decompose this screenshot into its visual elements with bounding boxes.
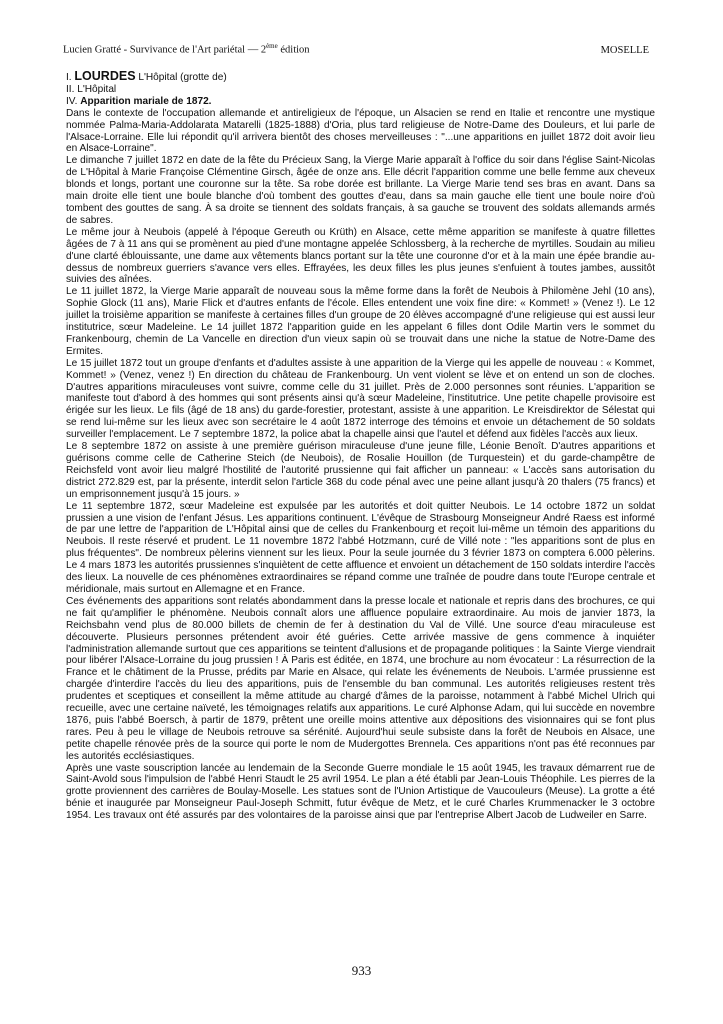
page-number: 933 [351,963,372,978]
heading-4-number: IV. [66,95,81,107]
heading-4-title: Apparition mariale de 1872. [80,95,212,107]
heading-1-number: I. [66,72,75,83]
header-superscript: ème [266,42,278,50]
heading-1-title: LOURDES [74,69,136,83]
heading-level-4 [66,96,655,108]
paragraph: Le 8 septembre 1872 on assiste à une première guérison miraculeuse d'une jeune fille, Léonie Benoît. D'autres apparitions et guérisons comme celle de Catherine Steich (de Neubois), de Rosalie Houillon (de Turquestein) et du garde-champêtre de Reichsfeld vont avoir lieu malgré l'hostilité de l'autorité prussienne qui fait afficher un panneau: « L'accès sans autorisation du district 272.829 est, par la présente, interdit selon l'article 368 du code pénal avec une peine allant jusqu'à 20 thalers (75 francs) et un emprisonnement jusqu'à 15 jours. » [66,441,655,500]
paragraph: Le 11 juillet 1872, la Vierge Marie apparaît de nouveau sous la même forme dans la forêt de Neubois à Philomène Jehl (10 ans), Sophie Glock (11 ans), Marie Flick et d'autres enfants de l'école. Elles entendent une voix fine dire: « Kommet! » (Venez !). Le 12 juillet la troisième apparition se manifeste à certaines filles d'un groupe de 20 élèves accompagné d'une religieuse qui est aussi leur institutrice, sœur Madeleine. Le 14 juillet 1872 l'apparition guide en les appelant 6 filles dont Odile Martin vers le sommet du Frankenbourg, chemin de La Vancelle en direction d'un vieux sapin où se trouvait dans une niche la statue de Notre-Dame des Ermites. [66,286,655,357]
heading-1-subtitle: L'Hôpital (grotte de) [135,72,227,83]
header-left [63,42,310,56]
paragraph: Dans le contexte de l'occupation allemande et antireligieux de l'époque, un Alsacien se rend en Italie et rencontre une mystique nommée Palma-Maria-Addolarata Matarelli (1825-1888) d'Oria, plus tard religieuse de Notre-Dame des Douleurs, et lui parle de l'Alsace-Lorraine. Elle lui répondit qu'il arrivera bientôt des choses merveilleuses : "...une apparitions en juillet 1872 doit avoir lieu en Alsace-Lorraine". [66,107,655,155]
paragraph: Le même jour à Neubois (appelé à l'époque Gereuth ou Krüth) en Alsace, cette même apparition se manifeste à quatre fillettes âgées de 7 à 11 ans qui se promènent au pied d'une montagne appelée Schlossberg, à la recherche de myrtilles. Soudain au milieu d'une clarté éblouissante, une dame aux vêtements blancs portant sur la tête une couronne d'or et à la main une épée brandie au-dessus de nombreux guerriers s'avance vers elles. Effrayées, les deux filles les plus jeunes s'enfuient à toutes jambes, aussitôt suivies des aînées. [66,226,655,286]
heading-level-2: II. L'Hôpital [66,83,117,95]
heading-level-1 [66,71,655,84]
paragraph: Après une vaste souscription lancée au lendemain de la Seconde Guerre mondiale le 15 août 1945, les travaux démarrent rue de Saint-Avold sous l'impulsion de l'abbé Henri Staudt le 25 avril 1954. Le plan a été établi par Jean-Louis Théophile. Les pierres de la grotte proviennent des carrières de Boulay-Moselle. Les statues sont de l'Union Artistique de Vaucouleurs (Meuse). La grotte a été bénie et inaugurée par Monseigneur Paul-Joseph Schmitt, futur évêque de Metz, et le curé Charles Krummenacker le 3 octobre 1954. Les travaux ont été assurés par des volontaires de la paroisse ainsi que par l'entreprise Albert Jacob de Ludweiler en Sarre. [66,762,655,822]
paragraph: Le 11 septembre 1872, sœur Madeleine est expulsée par les autorités et doit quitter Neubois. Le 14 octobre 1872 un soldat prussien a une vision de l'enfant Jésus. Les apparitions continuent. L'évêque de Strasbourg Monseigneur André Raess est informé de par une lettre de l'apparition de L'Hôpital ainsi que de celles du Frankenbourg et reçoit lui-même un témoin des apparitions du Neubois. Il reste réservé et prudent. Le 11 novembre 1872 l'abbé Hotzmann, curé de Villé note : "les apparitions sont de plus en plus fréquentes". De nombreux pèlerins viennent sur les lieux. Pour la seule journée du 3 février 1873 on comptera 6.000 pèlerins. Le 4 mars 1873 les autorités prussiennes s'inquiètent de cette affluence et envoient un détachement de 150 soldats interdire l'accès des lieux. La nouvelle de ces phénomènes extraordinaires se répand comme une traînée de poudre dans toute l'Europe centrale et méridionale, mais surtout en Allemagne et en France. [66,500,655,595]
paragraph: Ces événements des apparitions sont relatés abondamment dans la presse locale et nationale et repris dans des brochures, ce qui ne fait qu'amplifier le phénomène. Neubois connaît alors une affluence populaire extraordinaire. Au mois de janvier 1873, la Reichsbahn vend plus de 80.000 billets de chemin de fer à destination du Val de Villé. Une source d'eau miraculeuse est découverte. Plusieurs personnes prétendent avoir été guéries. Cette arrivée massive de gens commence à inquiéter l'administration allemande surtout que ces apparitions se teintent d'allusions et de propagande politiques : la Sainte Vierge viendrait pour libérer l'Alsace-Lorraine du joug prussien ! À Paris est éditée, en 1874, une brochure au nom évocateur : La résurrection de la France et le châtiment de la Prusse, prédits par Marie en Alsace, qui relate les événements de Neubois. L'armée prussienne est chargée d'interdire l'accès du lieu des apparitions, puis de l'ensemble du ban communal. Les autorités religieuses restent très prudentes et sceptiques et conseillent la même attitude au chargé d'âmes de la paroisse, notamment à l'abbé Michel Ulrich qui recueille, avec une certaine naïveté, les témoignages relatifs aux apparitions. Le curé Alphonse Adam, qui lui succède en novembre 1876, puis l'abbé Boersch, à partir de 1879, prêtent une oreille moins attentive aux dépositions des visionnaires qui se font plus rares. Peu à peu le village de Neubois retrouve sa sérénité. Aujourd'hui seule subsiste dans la forêt de Neubois en Alsace, une petite chapelle rénovée près de la source qui porte le nom de Mudergottes Brennela. Ces apparitions n'ont pas été reconnues par les autorités ecclésiastiques. [66,595,655,762]
paragraph: Le 15 juillet 1872 tout un groupe d'enfants et d'adultes assiste à une apparition de la Vierge qui les appelle de nouveau : « Kommet, Kommet! » (Venez, venez !) En direction du château de Frankenbourg. Un vent violent se lève et on entend un son de cloches. D'autres apparitions miraculeuses vont suivre, comme celle du 31 juillet. Près de 2.000 personnes sont réunies. L'apparition se manifeste tout d'abord à des hommes qui sont présents ainsi qu'à sœur Madeleine, l'institutrice. Une petite chapelle provisoire est érigée sur les lieux. Le fils (âgé de 18 ans) du garde-forestier, protestant, assiste à une apparition. Le Kreisdirektor de Sélestat qui se rend lui-même sur les lieux avec son secrétaire le 4 août 1872 interroge des témoins et envoie un détachement de 50 soldats surveiller l'emplacement. Le 7 septembre 1872, la police abat la chapelle ainsi que l'autel et défend aux fidèles l'accès aux lieux. [66,357,655,441]
header-right: MOSELLE [600,44,649,56]
header-edition: édition [277,44,310,56]
header-title: Lucien Gratté - Survivance de l'Art pariétal — 2 [63,44,267,56]
paragraph: Le dimanche 7 juillet 1872 en date de la fête du Précieux Sang, la Vierge Marie apparaît à l'office du soir dans l'église Saint-Nicolas de L'Hôpital à Marie Françoise Clémentine Girsch, âgée de onze ans. Elle décrit l'apparition comme une belle femme aux cheveux blonds et longs, portant une couronne sur la tête. Sa robe dorée est brillante. La Vierge Marie tend ses bras en avant. Dans sa main droite elle tient une boule blanche d'où tombent des gouttes d'eau, dans sa main gauche elle tient une boule noire d'où tombent des gouttes de sang. À sa droite se tiennent des soldats français, à sa gauche se trouvent des soldats allemands armés de sabres. [66,155,655,226]
page-body [66,71,655,822]
running-header [63,42,649,56]
